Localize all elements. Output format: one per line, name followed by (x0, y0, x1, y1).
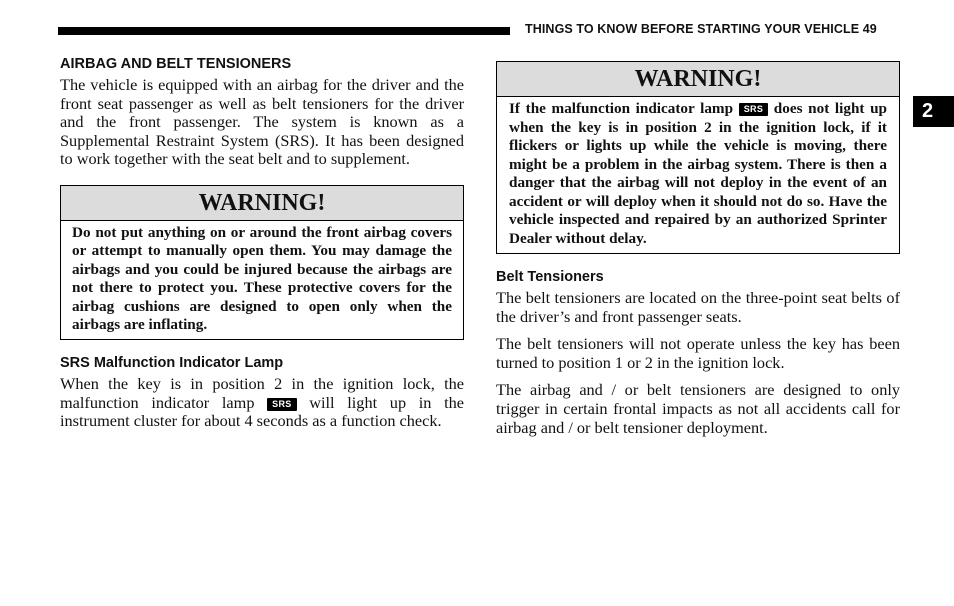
warning-title: WARNING! (61, 186, 463, 221)
warning-box-srs (496, 61, 900, 254)
warning-text (497, 97, 899, 253)
warning-text: Do not put anything on or around the front airbag covers or attempt to manually open them. You may damage the airbags and you could be injured because the airbags are not there to protect you. These protective covers for the airbag cushions are designed to open only when the airbags are inflating. (72, 223, 452, 334)
airbag-paragraph: The vehicle is equipped with an airbag for the driver and the front seat passenger as well as belt tensioners for the driver and the front passenger. The system is known as a Supplemental Restraint System (SRS). It has been designed to work together with the seat belt and to supplement. (60, 75, 464, 169)
srs-paragraph-part2: will light up in the instrument cluster for about 4 seconds as a function check. (60, 392, 464, 431)
right-column (496, 61, 900, 437)
airbag-heading: AIRBAG AND BELT TENSIONERS (60, 56, 292, 72)
belt-paragraph-1: The belt tensioners are located on the three-point seat belts of the driver’s and front passenger seats. (496, 288, 900, 326)
warning-title: WARNING! (497, 62, 899, 97)
warning-text-part2: does not light up when the key is in position 2 in the ignition lock, if it flickers or lights up while the vehicle is moving, there might be a problem in the airbag system. There is then a danger that the airbag will not deploy in the event of an accident or will deploy when it should not do so. Have the vehicle inspected and repaired by an authorized Sprinter Dealer without delay. (509, 100, 888, 247)
srs-paragraph (60, 375, 464, 431)
chapter-tab: 2 (913, 96, 954, 127)
belt-heading: Belt Tensioners (496, 269, 604, 285)
warning-text-part1: If the malfunction indicator lamp (509, 100, 734, 117)
warning-box-airbag (60, 185, 464, 340)
running-head: THINGS TO KNOW BEFORE STARTING YOUR VEHICLE 49 (525, 22, 877, 36)
header-rule (58, 27, 510, 35)
srs-paragraph-part1: When the key is in position 2 in the ignition lock, the malfunction indicator lamp (60, 373, 464, 412)
left-column (60, 55, 464, 431)
srs-heading: SRS Malfunction Indicator Lamp (60, 354, 284, 371)
srs-lamp-icon: SRS (739, 103, 768, 116)
belt-paragraph-2: The belt tensioners will not operate unless the key has been turned to position 1 or 2 in the ignition lock. (496, 334, 900, 372)
srs-lamp-icon: SRS (267, 398, 296, 411)
belt-paragraph-3: The airbag and / or belt tensioners are designed to only trigger in certain frontal impacts as not all accidents call for airbag and / or belt tensioner deployment. (496, 380, 900, 437)
